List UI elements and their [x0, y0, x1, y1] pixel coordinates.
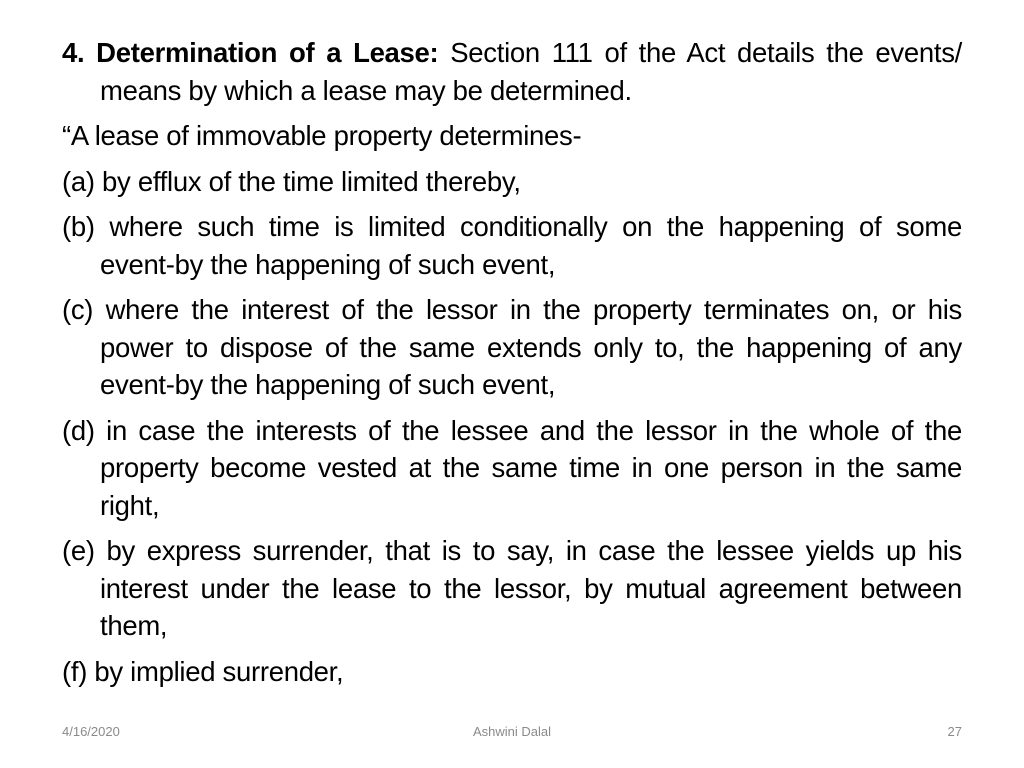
- clause-b: (b) where such time is limited conditionally on the happening of some event-by the happening of such event,: [62, 211, 962, 280]
- slide-body: [62, 34, 962, 698]
- clause-c: (c) where the interest of the lessor in the property terminates on, or his power to dispose of the same extends only to, the happening of any event-by the happening of such event,: [62, 294, 962, 400]
- clause-e: (e) by express surrender, that is to say, in case the lessee yields up his interest under the lease to the lessor, by mutual agreement between them,: [62, 535, 962, 641]
- clause-f: (f) by implied surrender,: [62, 655, 344, 687]
- section-heading-text: Section 111 of the Act details the events/ means by which a lease may be determined.: [100, 37, 962, 106]
- intro-text: “A lease of immovable property determines-: [62, 120, 582, 151]
- clause-d: (d) in case the interests of the lessee and the lessor in the whole of the property become vested at the same time in one person in the same right,: [62, 414, 962, 521]
- section-heading-paragraph: [62, 34, 962, 109]
- footer-author: Ashwini Dalal: [472, 724, 552, 739]
- footer-date: 4/16/2020: [62, 724, 120, 739]
- footer-page-number: 27: [947, 724, 962, 739]
- clause-a: (a) by efflux of the time limited thereby,: [62, 165, 521, 197]
- section-heading-title: 4. Determination of a Lease:: [62, 37, 439, 68]
